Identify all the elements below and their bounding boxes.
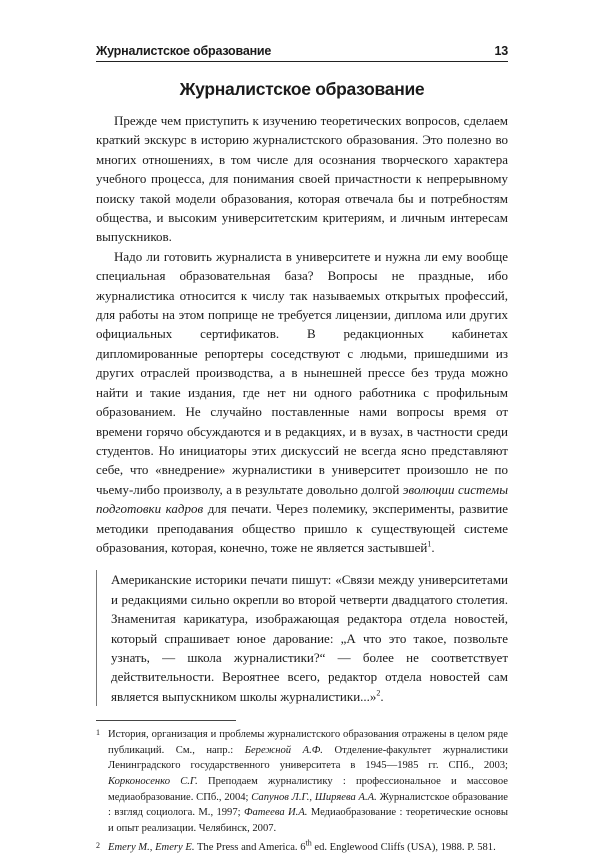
running-title: Журналистское образование [96,44,272,58]
running-header [96,44,508,62]
quote-text: Американские историки печати пишут: «Связи между университетами и редакциями сильно окрепли во второй четверти двадцатого столетия. Знаменитая карикатура, изображающая редактора отдела новостей, который спрашивает юное дарование: „А что это такое, позвольте узнать, — школа журналистики?“ — более не соответствует действительности. Вероятнее всего, редактор отдела новостей сам является выпускником школы журналистики...» [111,572,508,704]
footnote-author: Фатеева И.А. [243,807,308,819]
footnote-author: Корконосенко С.Г. [108,775,198,787]
footnote-1 [96,727,508,836]
footnote-superscript: th [305,838,312,848]
paragraph-2-end: . [431,539,435,555]
footnote-text [108,727,508,836]
footnote-ref-1: 1 [427,539,432,549]
quote-end: . [380,688,384,704]
footnote-text-part: Отделение-факультет журналистики Ленинградского государственного университета в 1945—1985 гг. СПб., 2003; [108,744,508,772]
footnote-mark: 2 [96,841,100,851]
block-quote [96,570,508,706]
footnote-text-part: Медиаобразование : теоретические основы и опыт реализации. Челябинск, 2007. [108,807,508,834]
book-page [96,44,508,860]
body-text [96,111,508,557]
footnote-text-part: The Press and America. 6 [194,842,306,854]
paragraph-2-emphasis: эволюции системы подготовки кадров [96,481,508,517]
footnote-list [96,727,508,856]
footnote-text-part: Преподаем журналистику : профессиональное и массовое медиаобразование. СПб., 2004; [108,775,508,803]
footnote-text-part: История, организация и проблемы журналистского образования отражены в целом ряде публикаций. См., напр.: [108,729,508,756]
section-title: Журналистское образование [179,79,425,99]
footnote-text-part: Журналистское образование : взгляд социолога. М., 1997; [108,791,508,819]
footnote-author: Emery M., Emery E. [108,842,195,854]
footnote-rule [96,720,236,721]
footnote-ref-2: 2 [376,688,381,698]
paragraph-1: Прежде чем приступить к изучению теоретических вопросов, сделаем краткий экскурс в историю журналистского образования. Это полезно во многих отношениях, в том числе для осознания творческого характера учебного процесса, для понимания своей причастности к непрерывному поиску такой модели образования, которая отвечала бы и потребностям общества, и высоким университетским критериям, и личным интересам выпускников. [96,113,508,245]
paragraph-2-part-a: Надо ли готовить журналиста в университете и нужна ли ему вообще специальная образовательная база? Вопросы не праздные, ибо журналистика относится к числу так называемых открытых профессий, для работы на этом поприще не требуется лицензии, диплома или других официальных сертификатов. В редакционных кабинетах дипломированные репортеры соседствуют с людьми, пришедшими из других отраслей производства, а в нынешней прессе без труда можно найти и такие издания, где нет ни одного работника с профильным образованием. Не случайно поставленные нами вопросы время от времени горячо обсуждаются и в редакциях, и в вузах, в частности среди студентов. Но инициаторы этих дискуссий не всегда ясно представляют себе, что «внедрение» журналистики в университет произошло не по чьему-либо произволу, а в результате довольно долгой [96,248,508,497]
footnote-mark: 1 [96,728,100,738]
paragraph-2-part-b: для печати. Через полемику, эксперименты, развитие методики преподавания общество пришло к существующей системе образования, которая, конечно, тоже не является застывшей [96,501,508,555]
quote-paragraph [111,570,508,706]
footnote-text-part: ed. Englewood Cliffs (USA), 1988. P. 581. [311,842,496,854]
page-number: 13 [494,44,508,58]
paragraph-2 [96,247,508,558]
footnote-author: Сапунов Л.Г., Ширяева А.А. [251,791,377,803]
footnote-text [108,840,496,856]
footnote-2 [96,840,508,856]
footnote-author: Бережной А.Ф. [244,744,323,756]
